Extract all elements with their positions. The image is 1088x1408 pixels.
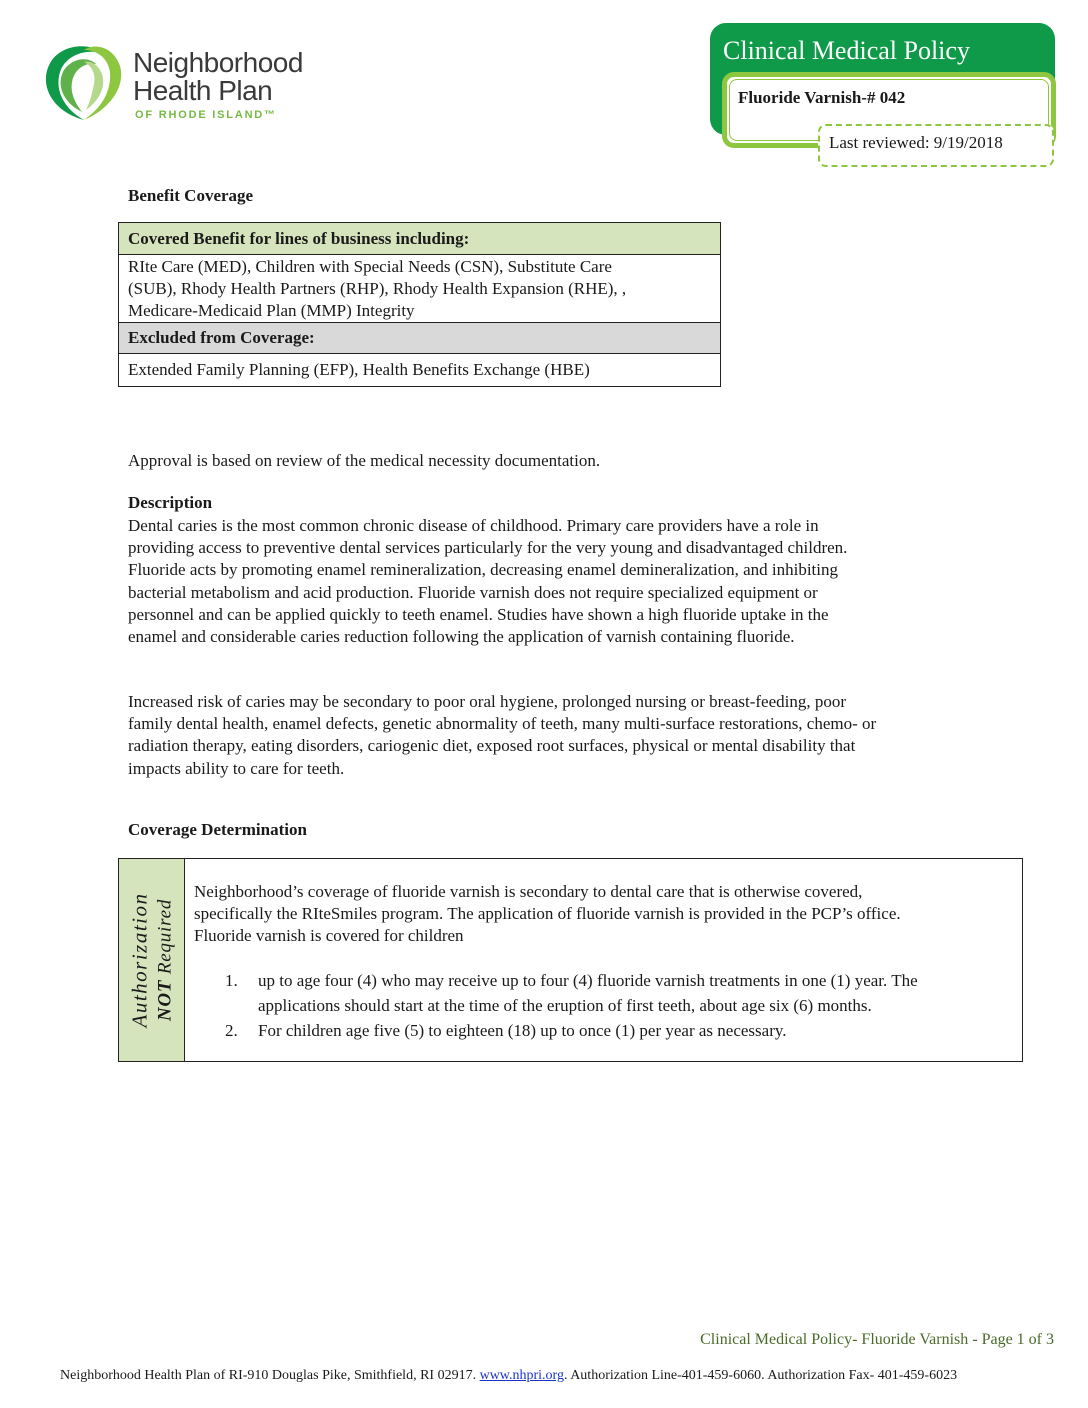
- description-heading: Description: [128, 493, 213, 512]
- coverage-intro-line: Neighborhood’s coverage of fluoride varnish is secondary to dental care that is otherwise covered,: [194, 882, 863, 901]
- covered-benefit-lines: [119, 255, 721, 323]
- list-item-number: 2.: [225, 1021, 238, 1040]
- description-paragraph-2: [128, 691, 876, 780]
- coverage-intro-line: Fluoride varnish is covered for children: [194, 926, 464, 946]
- logo-line-1: Neighborhood: [133, 47, 303, 78]
- website-link[interactable]: www.nhpri.org: [479, 1368, 564, 1383]
- not-required-label: [152, 892, 178, 1027]
- description-line: enamel and considerable caries reduction following the application of varnish containing fluoride.: [128, 627, 795, 647]
- logo-swirl-icon: [38, 40, 130, 126]
- covered-line: (SUB), Rhody Health Partners (RHP), Rhody Health Expansion (RHE), ,: [128, 279, 627, 298]
- logo-line-2: Health Plan: [133, 75, 273, 106]
- covered-line: RIte Care (MED), Children with Special Needs (CSN), Substitute Care: [128, 257, 612, 276]
- description-line: impacts ability to care for teeth.: [128, 758, 345, 778]
- list-item: [194, 968, 1014, 1018]
- footer-address: [60, 1368, 957, 1384]
- list-item-line: up to age four (4) who may receive up to four (4) fluoride varnish treatments in one (1) year. The: [258, 971, 918, 990]
- policy-name: Fluoride Varnish-# 042: [738, 88, 906, 107]
- description-line: Fluoride acts by promoting enamel remineralization, decreasing enamel demineralization, and inhibiting: [128, 560, 838, 580]
- list-item-number: 1.: [225, 971, 238, 990]
- footer-page-label: Clinical Medical Policy- Fluoride Varnish - Page 1 of 3: [700, 1331, 1054, 1348]
- description-line: family dental health, enamel defects, genetic abnormality of teeth, many multi-surface restorations, chemo- or: [128, 714, 877, 734]
- excluded-text: Extended Family Planning (EFP), Health Benefits Exchange (HBE): [119, 354, 721, 387]
- list-item-line: applications should start at the time of the eruption of first teeth, about age six (6) months.: [258, 996, 872, 1015]
- logo-line-3: OF RHODE ISLAND™: [135, 109, 277, 121]
- not-word: NOT: [154, 979, 176, 1022]
- coverage-intro-line: specifically the RIteSmiles program. The application of fluoride varnish is provided in the PCP’s office.: [194, 904, 901, 924]
- coverage-heading: Coverage Determination: [128, 820, 307, 839]
- policy-title: Clinical Medical Policy: [723, 36, 970, 65]
- benefit-coverage-table: [118, 222, 721, 387]
- description-paragraph-1: [128, 515, 847, 648]
- nhpri-logo: [38, 40, 338, 130]
- covered-line: Medicare-Medicaid Plan (MMP) Integrity: [128, 301, 415, 320]
- description-line: radiation therapy, eating disorders, cariogenic diet, exposed root surfaces, physical or mental disability that: [128, 736, 856, 756]
- covered-benefit-header: Covered Benefit for lines of business including:: [119, 223, 721, 255]
- list-item-line: For children age five (5) to eighteen (18) up to once (1) per year as necessary.: [258, 1021, 787, 1040]
- authorization-label: [119, 859, 185, 1061]
- coverage-list: [194, 968, 1014, 1043]
- required-word: Required: [154, 898, 176, 980]
- authorization-word: Authorization: [127, 892, 152, 1028]
- description-line: Increased risk of caries may be secondary to poor oral hygiene, prolonged nursing or breast-feeding, poor: [128, 692, 847, 711]
- description-line: Dental caries is the most common chronic disease of childhood. Primary care providers have a role in: [128, 516, 819, 535]
- description-line: providing access to preventive dental services particularly for the very young and disadvantaged children.: [128, 538, 848, 558]
- coverage-intro: [194, 881, 1014, 948]
- excluded-header: Excluded from Coverage:: [119, 323, 721, 354]
- footer-contact-text: . Authorization Line-401-459-6060. Authorization Fax- 401-459-6023: [563, 1368, 958, 1383]
- last-reviewed-text: Last reviewed: 9/19/2018: [829, 133, 1003, 152]
- list-item: [194, 1018, 1014, 1043]
- footer-address-text: Neighborhood Health Plan of RI-910 Douglas Pike, Smithfield, RI 02917.: [60, 1368, 480, 1383]
- description-line: bacterial metabolism and acid production. Fluoride varnish does not require specialized equipment or: [128, 582, 818, 602]
- approval-text: Approval is based on review of the medical necessity documentation.: [128, 451, 601, 470]
- benefit-coverage-heading: Benefit Coverage: [128, 186, 254, 205]
- description-line: personnel and can be applied quickly to teeth enamel. Studies have shown a high fluoride uptake in the: [128, 604, 829, 624]
